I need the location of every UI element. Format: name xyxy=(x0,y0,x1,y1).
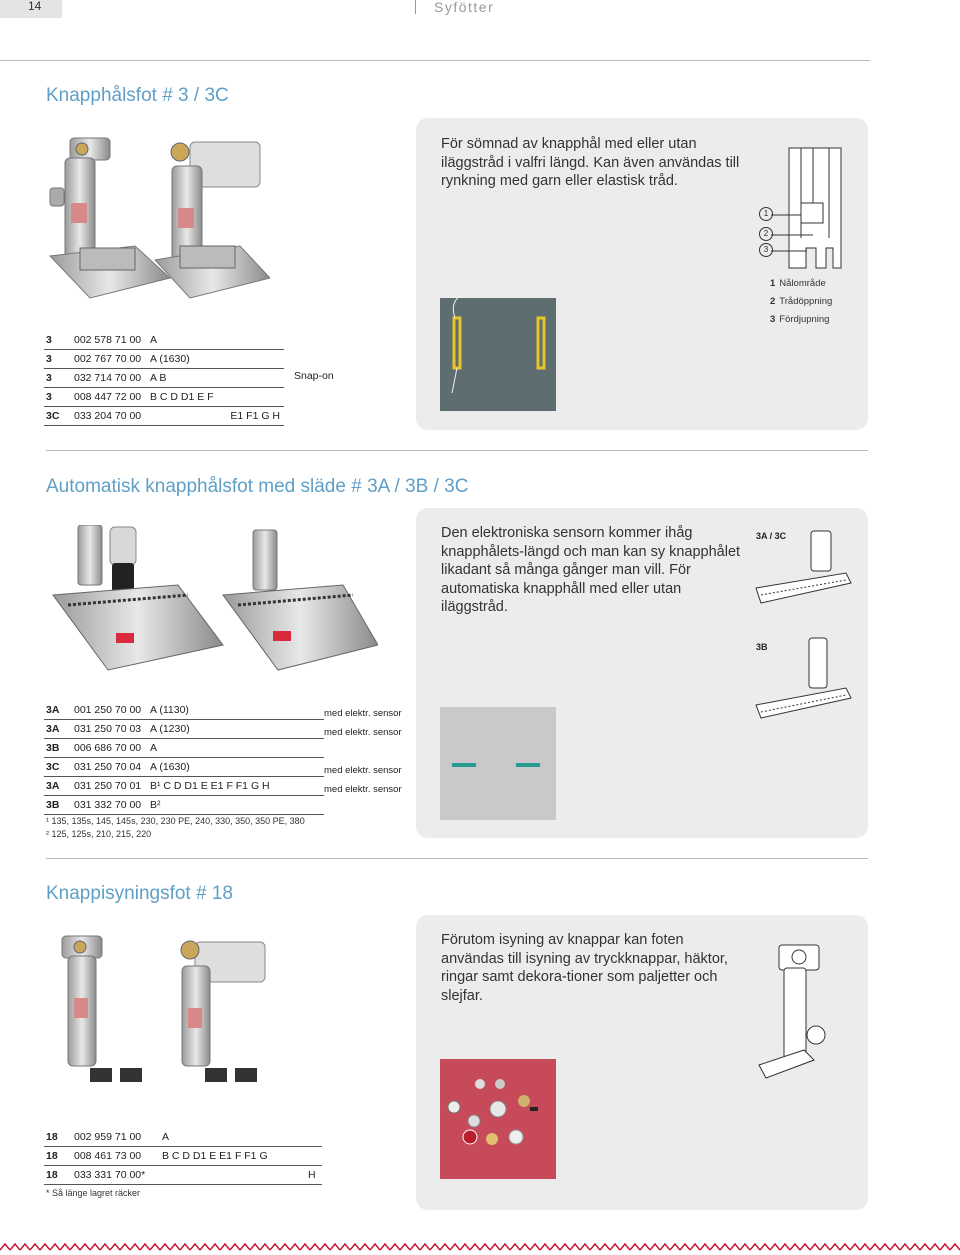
sledge-foot-photo xyxy=(48,525,378,675)
description: För sömnad av knapphål med eller utan iläggstråd i valfri längd. Kan även användas till rynkning med garn eller elastisk tråd. xyxy=(441,136,740,189)
divider xyxy=(46,858,868,859)
snap-on-label: Snap-on xyxy=(294,370,334,382)
parts-table-2 xyxy=(44,701,330,815)
description: Förutom isyning av knappar kan foten användas till isyning av tryckknappar, häktor, ringar samt dekora-tioner som paljetter och slejfar. xyxy=(441,932,728,1004)
table-row: 18 008 461 73 00 B C D D1 E E1 F F1 G xyxy=(44,1147,322,1166)
table-row: 3 002 578 71 00 A xyxy=(44,331,284,350)
parts-table-1 xyxy=(44,331,284,426)
info-panel-2 xyxy=(416,508,868,838)
section-title: Knappisyningsfot # 18 xyxy=(46,883,233,904)
button-foot-diagram xyxy=(754,940,854,1090)
table-row: 3A 001 250 70 00 A (1130) xyxy=(44,701,330,720)
callout-1: 1 xyxy=(759,207,773,221)
diagram-legend: 1 Nålområde 2 Trådöppning 3 Fördjupning xyxy=(770,278,833,325)
divider xyxy=(0,60,870,61)
table-row: 3A 031 250 70 01 B¹ C D D1 E E1 F F1 G H xyxy=(44,777,330,796)
fabric-photo xyxy=(440,707,556,820)
parts-table-3 xyxy=(44,1128,322,1185)
section-title: Automatisk knapphålsfot med släde # 3A / 3B / 3C xyxy=(46,476,469,497)
table-row: 3 008 447 72 00 B C D D1 E F xyxy=(44,388,284,407)
sledge-diagram-a xyxy=(751,523,856,613)
table-row: 3B 031 332 70 00 B² xyxy=(44,796,330,815)
label-3b: 3B xyxy=(756,642,768,652)
page-number: 14 xyxy=(28,0,42,13)
table-row: 3 002 767 70 00 A (1630) xyxy=(44,350,284,369)
foot-photo-3 xyxy=(40,128,270,303)
page-number-box xyxy=(0,0,62,18)
divider xyxy=(46,450,868,451)
section-title: Knapphålsfot # 3 / 3C xyxy=(46,85,229,106)
callout-2: 2 xyxy=(759,227,773,241)
sledge-diagram-b xyxy=(751,633,856,723)
table-row: 18 002 959 71 00 A xyxy=(44,1128,322,1147)
sensor-notes: med elektr. sensor med elektr. sensor med elektr. sensor med elektr. sensor xyxy=(324,708,402,795)
label-3a-3c: 3A / 3C xyxy=(756,531,787,541)
running-title: Syfötter xyxy=(415,0,494,14)
callout-3: 3 xyxy=(759,243,773,257)
table-row: 18 033 331 70 00* H xyxy=(44,1166,322,1185)
footnote: * Så länge lagret räcker xyxy=(46,1188,141,1198)
table-row: 3C 033 204 70 00 E1 F1 G H xyxy=(44,407,284,426)
button-foot-photo xyxy=(40,928,280,1103)
fabric-photo xyxy=(440,298,556,411)
table-row: 3A 031 250 70 03 A (1230) xyxy=(44,720,330,739)
table-row: 3 032 714 70 00 A B xyxy=(44,369,284,388)
buttons-photo xyxy=(440,1059,556,1179)
info-panel-3 xyxy=(416,915,868,1210)
table-row: 3C 031 250 70 04 A (1630) xyxy=(44,758,330,777)
foot-diagram xyxy=(761,143,861,273)
table-row: 3B 006 686 70 00 A xyxy=(44,739,330,758)
decorative-border xyxy=(0,1240,960,1255)
footnote: ¹ 135, 135s, 145, 145s, 230, 230 PE, 240, 330, 350, 350 PE, 380 xyxy=(46,816,305,826)
description: Den elektroniska sensorn kommer ihåg knapphålets-längd och man kan sy knapphålet likadant så många gånger man vill. För automatiska knapphåll med eller utan iläggstråd. xyxy=(441,525,741,615)
footnote: ² 125, 125s, 210, 215, 220 xyxy=(46,829,152,839)
info-panel-1 xyxy=(416,118,868,430)
